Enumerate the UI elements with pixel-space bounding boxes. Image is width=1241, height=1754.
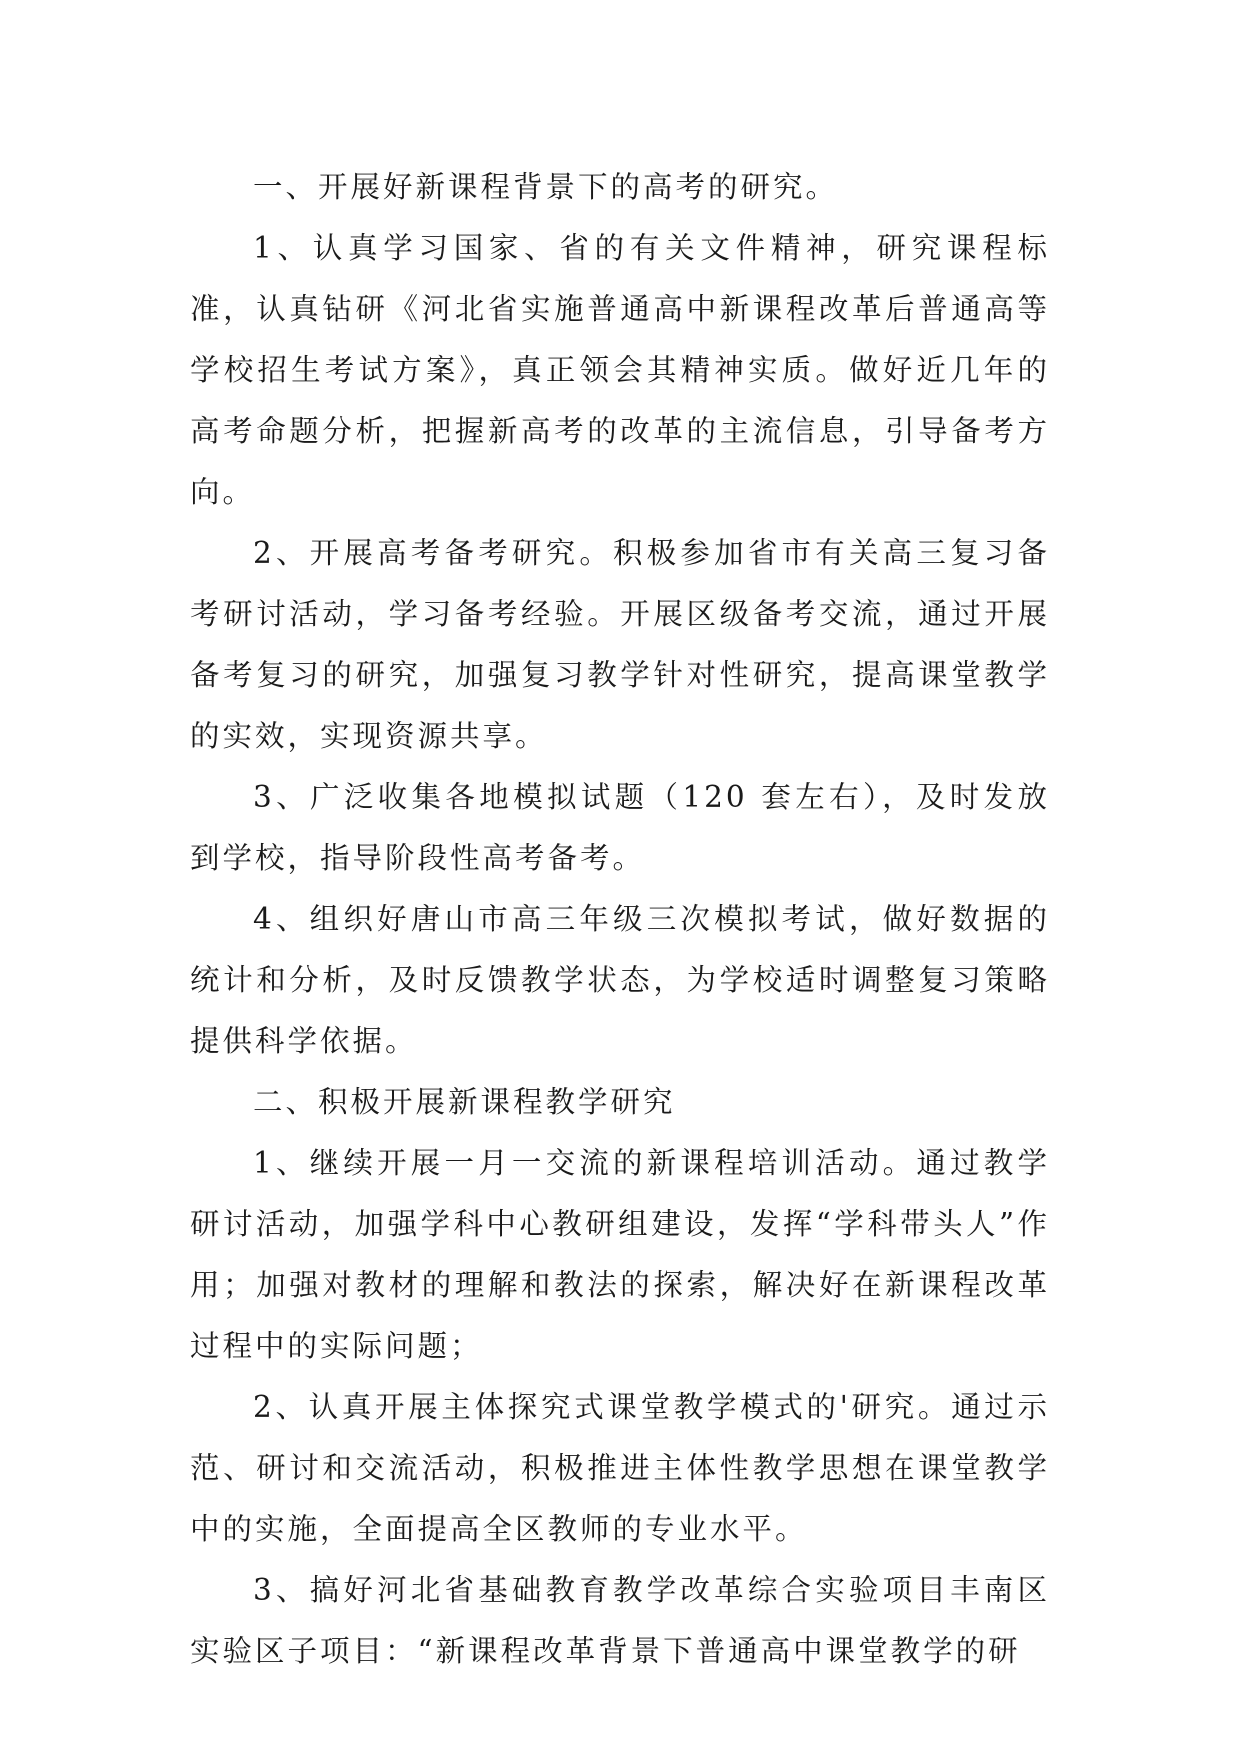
paragraph-2-1: 1、继续开展一月一交流的新课程培训活动。通过教学研讨活动，加强学科中心教研组建设，发挥“学科带头人”作用；加强对教材的理解和教法的探索，解决好在新课程改革过程中的实际问题； (190, 1146, 1050, 1363)
paragraph-1-3: 3、广泛收集各地模拟试题（120 套左右），及时发放到学校，指导阶段性高考备考。 (190, 780, 1050, 875)
section-heading-2: 二、积极开展新课程教学研究 (253, 1085, 676, 1119)
section-heading-1: 一、开展好新课程背景下的高考的研究。 (253, 170, 839, 204)
document-body (190, 157, 1050, 1682)
paragraph-1-4: 4、组织好唐山市高三年级三次模拟考试，做好数据的统计和分析，及时反馈教学状态，为学校适时调整复习策略提供科学依据。 (190, 902, 1050, 1058)
paragraph-1-1: 1、认真学习国家、省的有关文件精神，研究课程标准，认真钻研《河北省实施普通高中新课程改革后普通高等学校招生考试方案》，真正领会其精神实质。做好近几年的高考命题分析，把握新高考的改革的主流信息，引导备考方向。 (190, 231, 1050, 509)
paragraph-2-3: 3、搞好河北省基础教育教学改革综合实验项目丰南区实验区子项目：“新课程改革背景下普通高中课堂教学的研 (190, 1573, 1050, 1668)
paragraph-2-2: 2、认真开展主体探究式课堂教学模式的'研究。通过示范、研讨和交流活动，积极推进主体性教学思想在课堂教学中的实施，全面提高全区教师的专业水平。 (190, 1390, 1050, 1546)
paragraph-1-2: 2、开展高考备考研究。积极参加省市有关高三复习备考研讨活动，学习备考经验。开展区级备考交流，通过开展备考复习的研究，加强复习教学针对性研究，提高课堂教学的实效，实现资源共享。 (190, 536, 1050, 753)
